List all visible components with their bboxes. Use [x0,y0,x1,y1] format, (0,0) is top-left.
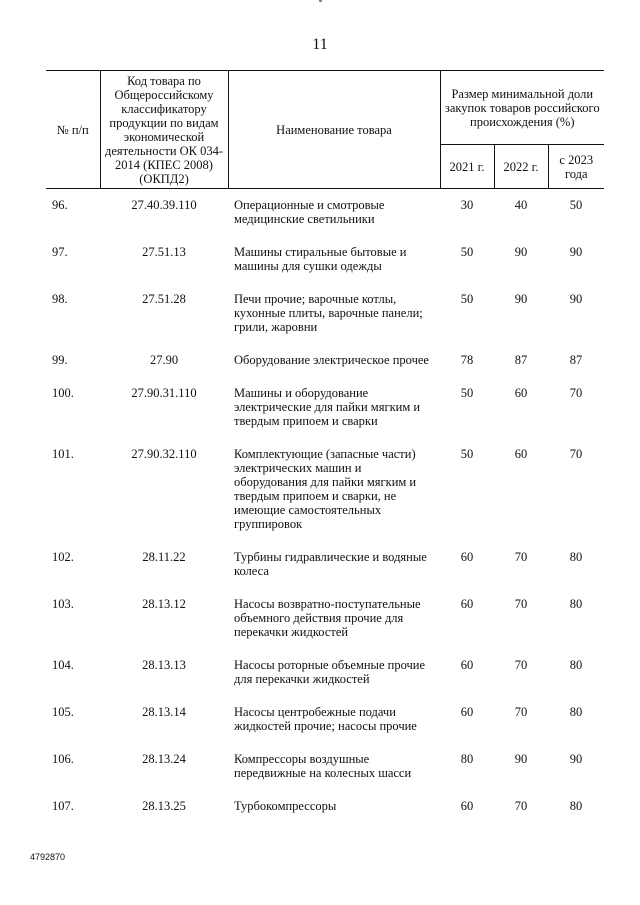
row-share-2022: 70 [514,799,528,813]
row-share-2023: 80 [569,705,583,719]
row-number: 99. [52,353,68,367]
row-share-2022: 40 [514,198,528,212]
row-share-2021: 80 [460,752,474,766]
row-code: 27.90 [149,353,179,367]
row-share-2023: 70 [569,386,583,400]
table-row [46,705,604,752]
row-share-2022: 70 [514,705,528,719]
row-number: 107. [52,799,74,813]
row-name: Компрессоры воздушные передвижные на колесных шасси [234,752,412,780]
table-body [46,189,604,833]
row-share-2023: 90 [569,292,583,306]
row-number: 104. [52,658,74,672]
row-share-2022: 87 [514,353,528,367]
row-share-2023: 90 [569,245,583,259]
header-num: № п/п [46,71,100,189]
row-share-2021: 50 [460,245,474,259]
header-2022: 2022 г. [494,145,548,189]
row-share-2022: 90 [514,245,528,259]
row-share-2021: 30 [460,198,474,212]
row-share-2021: 60 [460,550,474,564]
row-code: 28.13.13 [142,658,186,672]
row-code: 27.51.28 [142,292,186,306]
scan-mark [319,0,322,2]
row-share-2022: 90 [514,292,528,306]
row-share-2022: 60 [514,386,528,400]
row-share-2022: 70 [514,550,528,564]
page-number: 11 [312,36,328,53]
row-share-2023: 80 [569,597,583,611]
row-number: 103. [52,597,74,611]
table-row [46,353,604,386]
row-code: 27.40.39.110 [131,198,197,212]
row-name: Насосы центробежные подачи жидкостей прочие; насосы прочие [234,705,417,733]
table-header [46,71,604,189]
row-share-2023: 50 [569,198,583,212]
row-share-2021: 50 [460,386,474,400]
header-code: Код товара по Общероссийскому классификатору продукции по видам экономической деятельности ОК 034-2014 (КПЕС 2008) (ОКПД2) [100,71,228,189]
row-number: 101. [52,447,74,461]
row-share-2021: 78 [460,353,474,367]
header-2021: 2021 г. [440,145,494,189]
row-code: 28.13.14 [142,705,186,719]
row-number: 105. [52,705,74,719]
row-share-2021: 60 [460,799,474,813]
row-share-2022: 70 [514,658,528,672]
row-number: 102. [52,550,74,564]
row-name: Насосы роторные объемные прочие для перекачки жидкостей [234,658,426,686]
row-name: Комплектующие (запасные части) электрических машин и оборудования для пайки мягким и твердым припоем и сварки, не имеющие самостоятельных группировок [234,447,417,531]
row-share-2023: 80 [569,799,583,813]
row-share-2021: 50 [460,292,474,306]
row-name: Турбокомпрессоры [234,799,337,813]
row-share-2023: 70 [569,447,583,461]
row-number: 98. [52,292,68,306]
table-row [46,752,604,799]
row-share-2023: 90 [569,752,583,766]
row-name: Оборудование электрическое прочее [234,353,429,367]
row-code: 28.13.12 [142,597,186,611]
row-code: 27.90.31.110 [131,386,197,400]
row-share-2023: 87 [569,353,583,367]
table-row [46,550,604,597]
row-number: 100. [52,386,74,400]
row-number: 97. [52,245,68,259]
row-code: 27.90.32.110 [131,447,197,461]
header-2023: с 2023 года [548,145,604,189]
table-row [46,658,604,705]
header-share: Размер минимальной доли закупок товаров российского происхождения (%) [440,71,604,145]
row-share-2023: 80 [569,550,583,564]
row-name: Печи прочие; варочные котлы, кухонные плиты, варочные панели; грили, жаровни [234,292,423,334]
row-number: 106. [52,752,74,766]
table-row [46,597,604,658]
row-code: 28.13.24 [142,752,186,766]
row-name: Турбины гидравлические и водяные колеса [234,550,427,578]
row-code: 27.51.13 [142,245,186,259]
table-row [46,447,604,550]
row-share-2021: 50 [460,447,474,461]
procurement-table [46,70,604,832]
row-name: Насосы возвратно-поступательные объемного действия прочие для перекачки жидкостей [234,597,421,639]
row-number: 96. [52,198,68,212]
row-name: Операционные и смотровые медицинские светильники [234,198,385,226]
row-name: Машины и оборудование электрические для пайки мягким и твердым припоем и сварки [234,386,421,428]
row-share-2022: 60 [514,447,528,461]
table-row [46,189,604,246]
row-code: 28.13.25 [142,799,186,813]
row-share-2023: 80 [569,658,583,672]
table-row [46,386,604,447]
table-row [46,245,604,292]
row-code: 28.11.22 [142,550,186,564]
row-share-2022: 70 [514,597,528,611]
document-id: 4792870 [30,852,66,862]
table-row [46,292,604,353]
row-name: Машины стиральные бытовые и машины для сушки одежды [234,245,407,273]
header-name: Наименование товара [228,71,440,189]
row-share-2021: 60 [460,597,474,611]
row-share-2022: 90 [514,752,528,766]
row-share-2021: 60 [460,705,474,719]
row-share-2021: 60 [460,658,474,672]
table-row [46,799,604,832]
